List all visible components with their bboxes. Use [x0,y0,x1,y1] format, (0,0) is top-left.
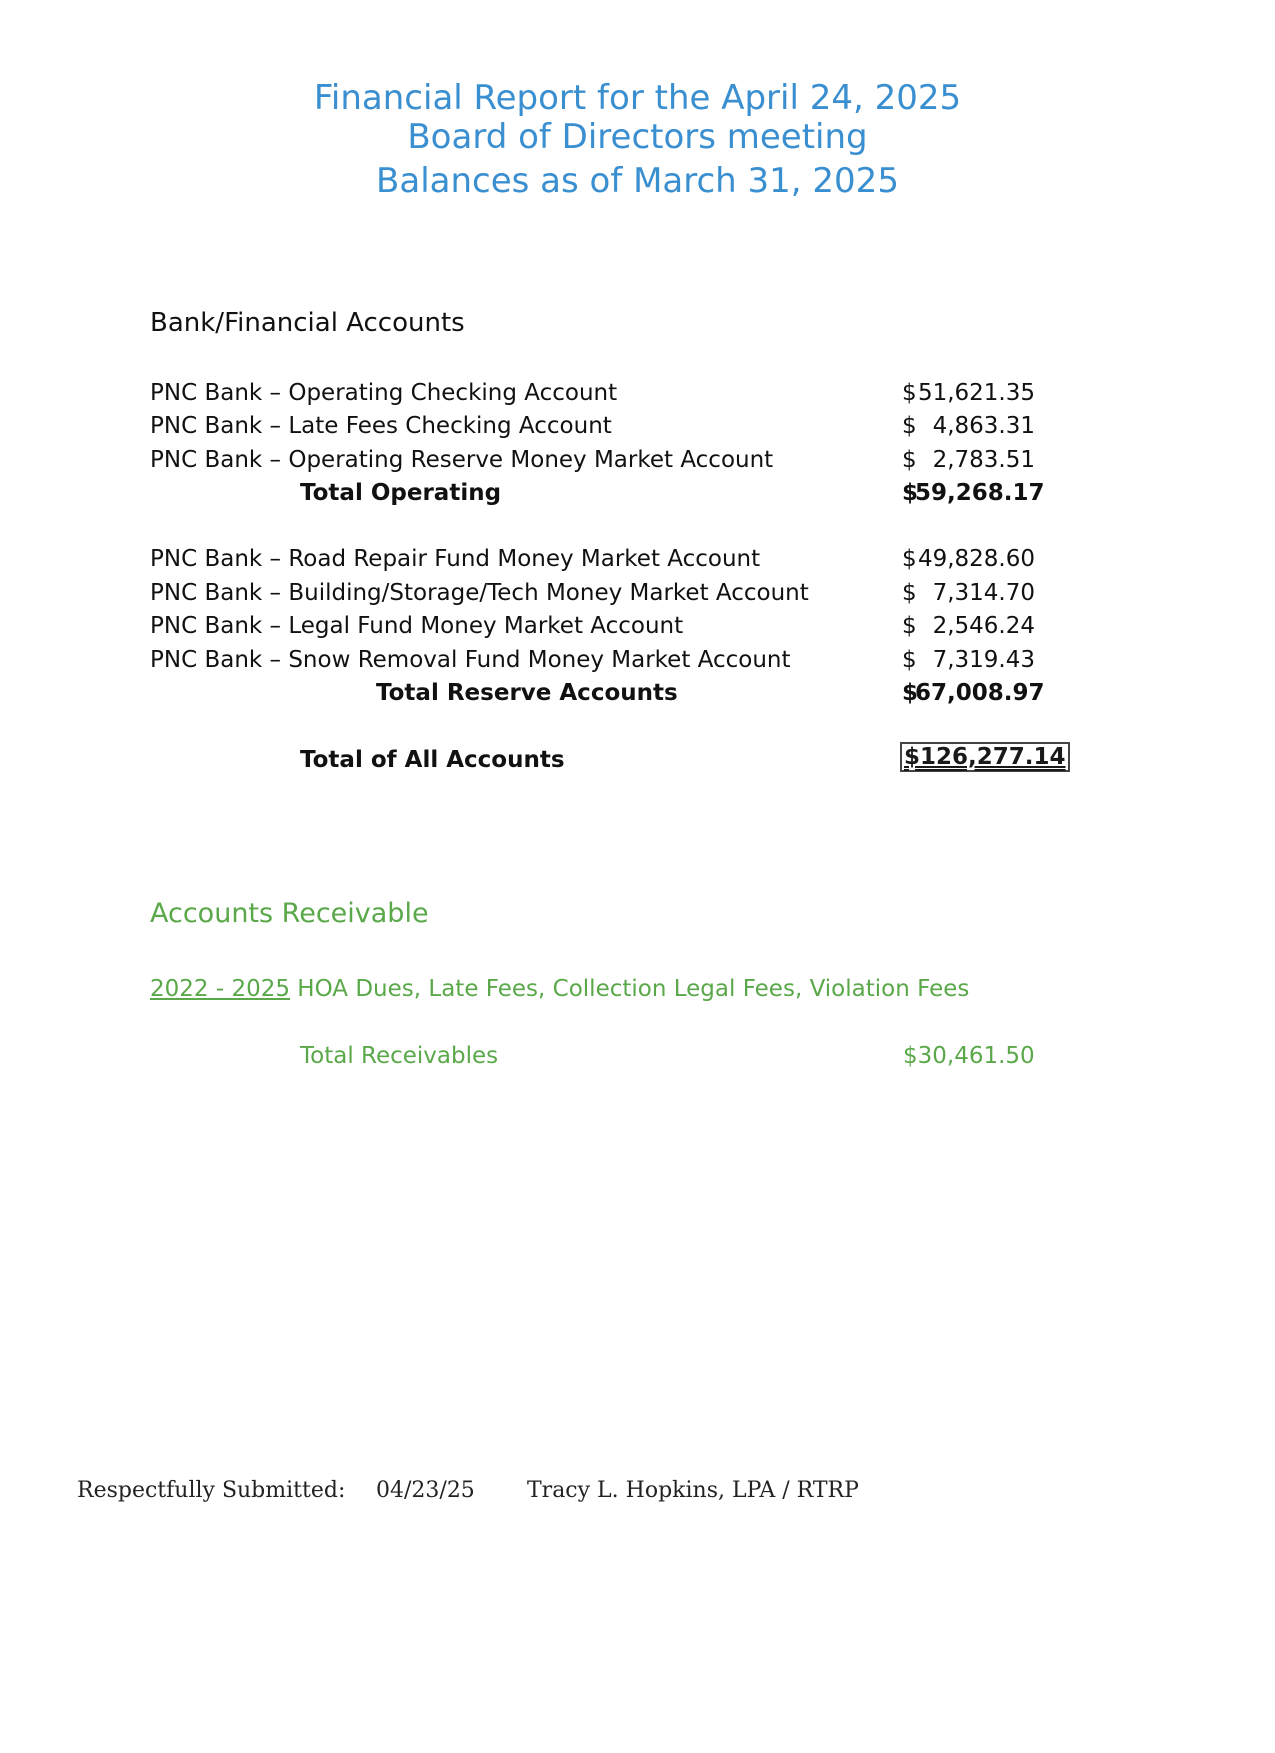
account-label: PNC Bank – Building/Storage/Tech Money Market Account [150,580,809,606]
report-balance-date: Balances as of March 31, 2025 [376,161,899,201]
account-label: PNC Bank – Snow Removal Fund Money Market Account [150,647,791,673]
total-reserve-label: Total Reserve Accounts [376,680,678,706]
account-amount: 4,863.31 [932,413,1035,439]
total-operating-amount: 59,268.17 [915,480,1045,506]
submitted-label: Respectfully Submitted: [77,1478,346,1503]
submitted-date: 04/23/25 [376,1478,475,1503]
currency-symbol: $ [902,680,919,706]
total-operating-label: Total Operating [300,480,502,506]
account-amount: 49,828.60 [917,546,1035,572]
account-label: PNC Bank – Operating Reserve Money Market Account [150,447,774,473]
bank-accounts-heading: Bank/Financial Accounts [150,308,465,338]
currency-symbol: $ [902,613,917,639]
grand-total-amount: $126,277.14 [900,742,1070,772]
currency-symbol: $ [902,647,917,673]
report-title: Financial Report for the April 24, 2025 [313,78,962,118]
currency-symbol: $ [902,580,917,606]
account-amount: 2,783.51 [932,447,1035,473]
currency-symbol: $ [902,413,917,439]
account-amount: 7,314.70 [932,580,1035,606]
accounts-receivable-heading: Accounts Receivable [150,898,429,929]
receivables-items: HOA Dues, Late Fees, Collection Legal Fees, Violation Fees [290,976,970,1002]
submitter-name: Tracy L. Hopkins, LPA / RTRP [527,1478,859,1503]
account-amount: 51,621.35 [917,380,1035,406]
grand-total-label: Total of All Accounts [300,747,565,773]
receivables-years: 2022 - 2025 [150,976,290,1002]
total-receivables-label: Total Receivables [300,1043,499,1069]
total-reserve-amount: 67,008.97 [915,680,1045,706]
account-amount: 7,319.43 [932,647,1035,673]
account-amount: 2,546.24 [932,613,1035,639]
receivables-description [150,976,969,1002]
account-label: PNC Bank – Road Repair Fund Money Market Account [150,546,761,572]
account-label: PNC Bank – Late Fees Checking Account [150,413,612,439]
currency-symbol: $ [902,546,917,572]
currency-symbol: $ [902,380,917,406]
account-label: PNC Bank – Operating Checking Account [150,380,618,406]
currency-symbol: $ [902,447,917,473]
total-receivables-amount: $30,461.50 [903,1043,1035,1069]
report-subtitle: Board of Directors meeting [407,117,868,157]
currency-symbol: $ [902,480,919,506]
account-label: PNC Bank – Legal Fund Money Market Account [150,613,684,639]
